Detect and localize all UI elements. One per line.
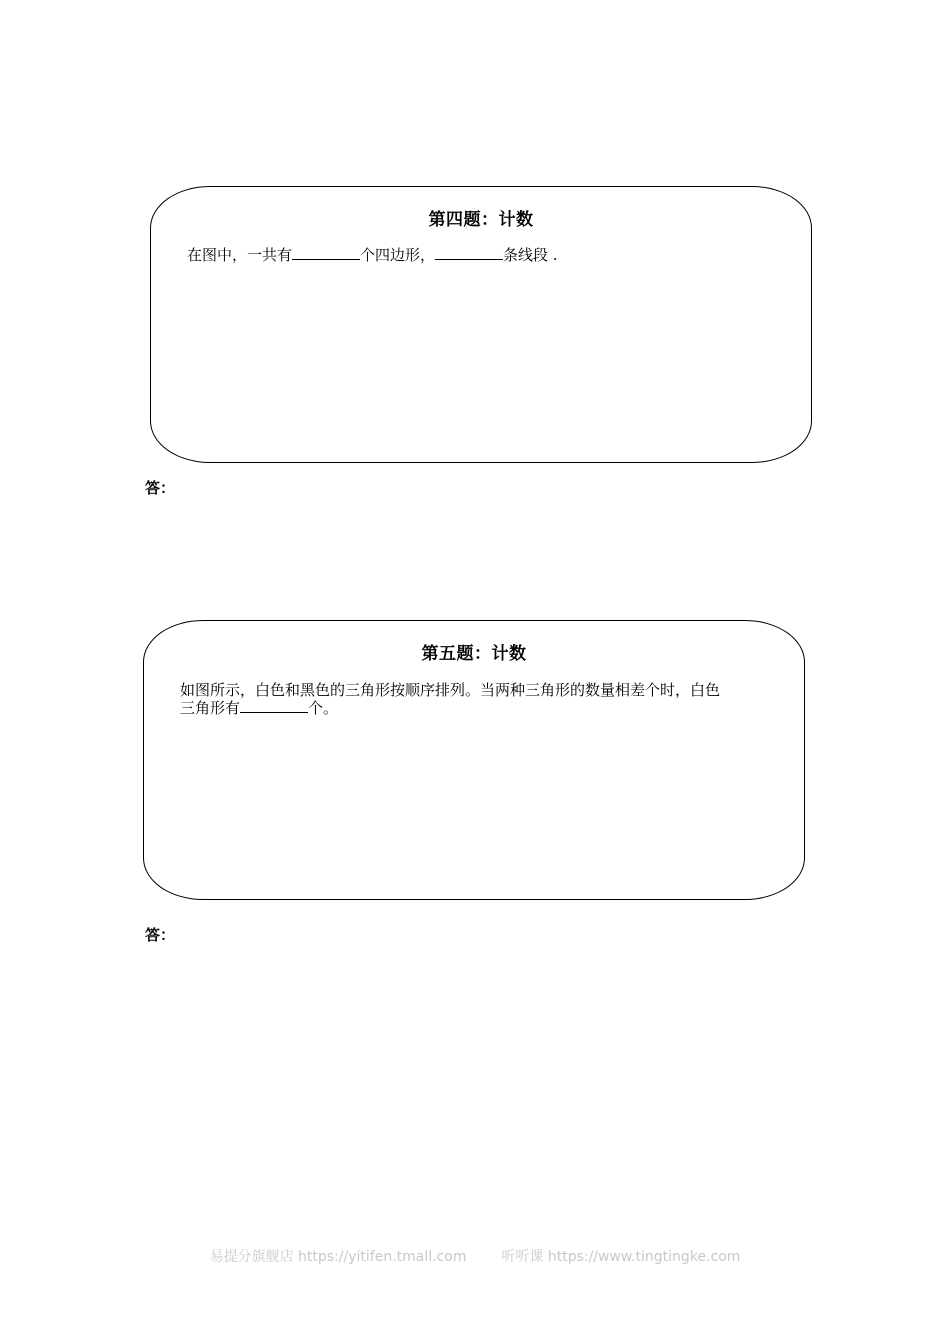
line-segment-count-blank — [435, 246, 503, 260]
problem-5-text-line1: 如图所示，白色和黑色的三角形按顺序排列。当两种三角形的数量相差个时，白色 — [180, 681, 721, 699]
white-triangle-count-blank — [240, 699, 308, 713]
footer-watermark — [0, 1246, 950, 1266]
problem-5-text — [180, 682, 780, 717]
problem-5-title: 第五题：计数 — [421, 644, 527, 664]
footer-store-url: https://yitifen.tmall.com — [298, 1249, 467, 1265]
footer-course-url: https://www.tingtingke.com — [547, 1249, 741, 1265]
footer-store-name: 易提分旗舰店 — [209, 1249, 294, 1265]
problem-4-title: 第四题：计数 — [428, 210, 534, 230]
problem-4-text — [187, 246, 787, 264]
problem-5-text-line2-part2: 个。 — [308, 699, 339, 717]
problem-5-text-line2-part1: 三角形有 — [180, 699, 241, 717]
quadrilateral-count-blank — [292, 246, 360, 260]
problem-4-text-part2: 个四边形， — [360, 246, 436, 264]
problem-4-text-part3: 条线段 . — [503, 246, 558, 264]
problem-5-box — [143, 620, 805, 900]
problem-5-text-line2 — [180, 699, 780, 717]
footer-course-name: 听听课 — [501, 1249, 544, 1265]
problem-4-box — [150, 186, 812, 463]
problem-5-answer-label: 答： — [145, 926, 176, 944]
problem-4-answer-label: 答： — [145, 479, 176, 497]
problem-4-text-part1: 在图中，一共有 — [187, 246, 293, 264]
